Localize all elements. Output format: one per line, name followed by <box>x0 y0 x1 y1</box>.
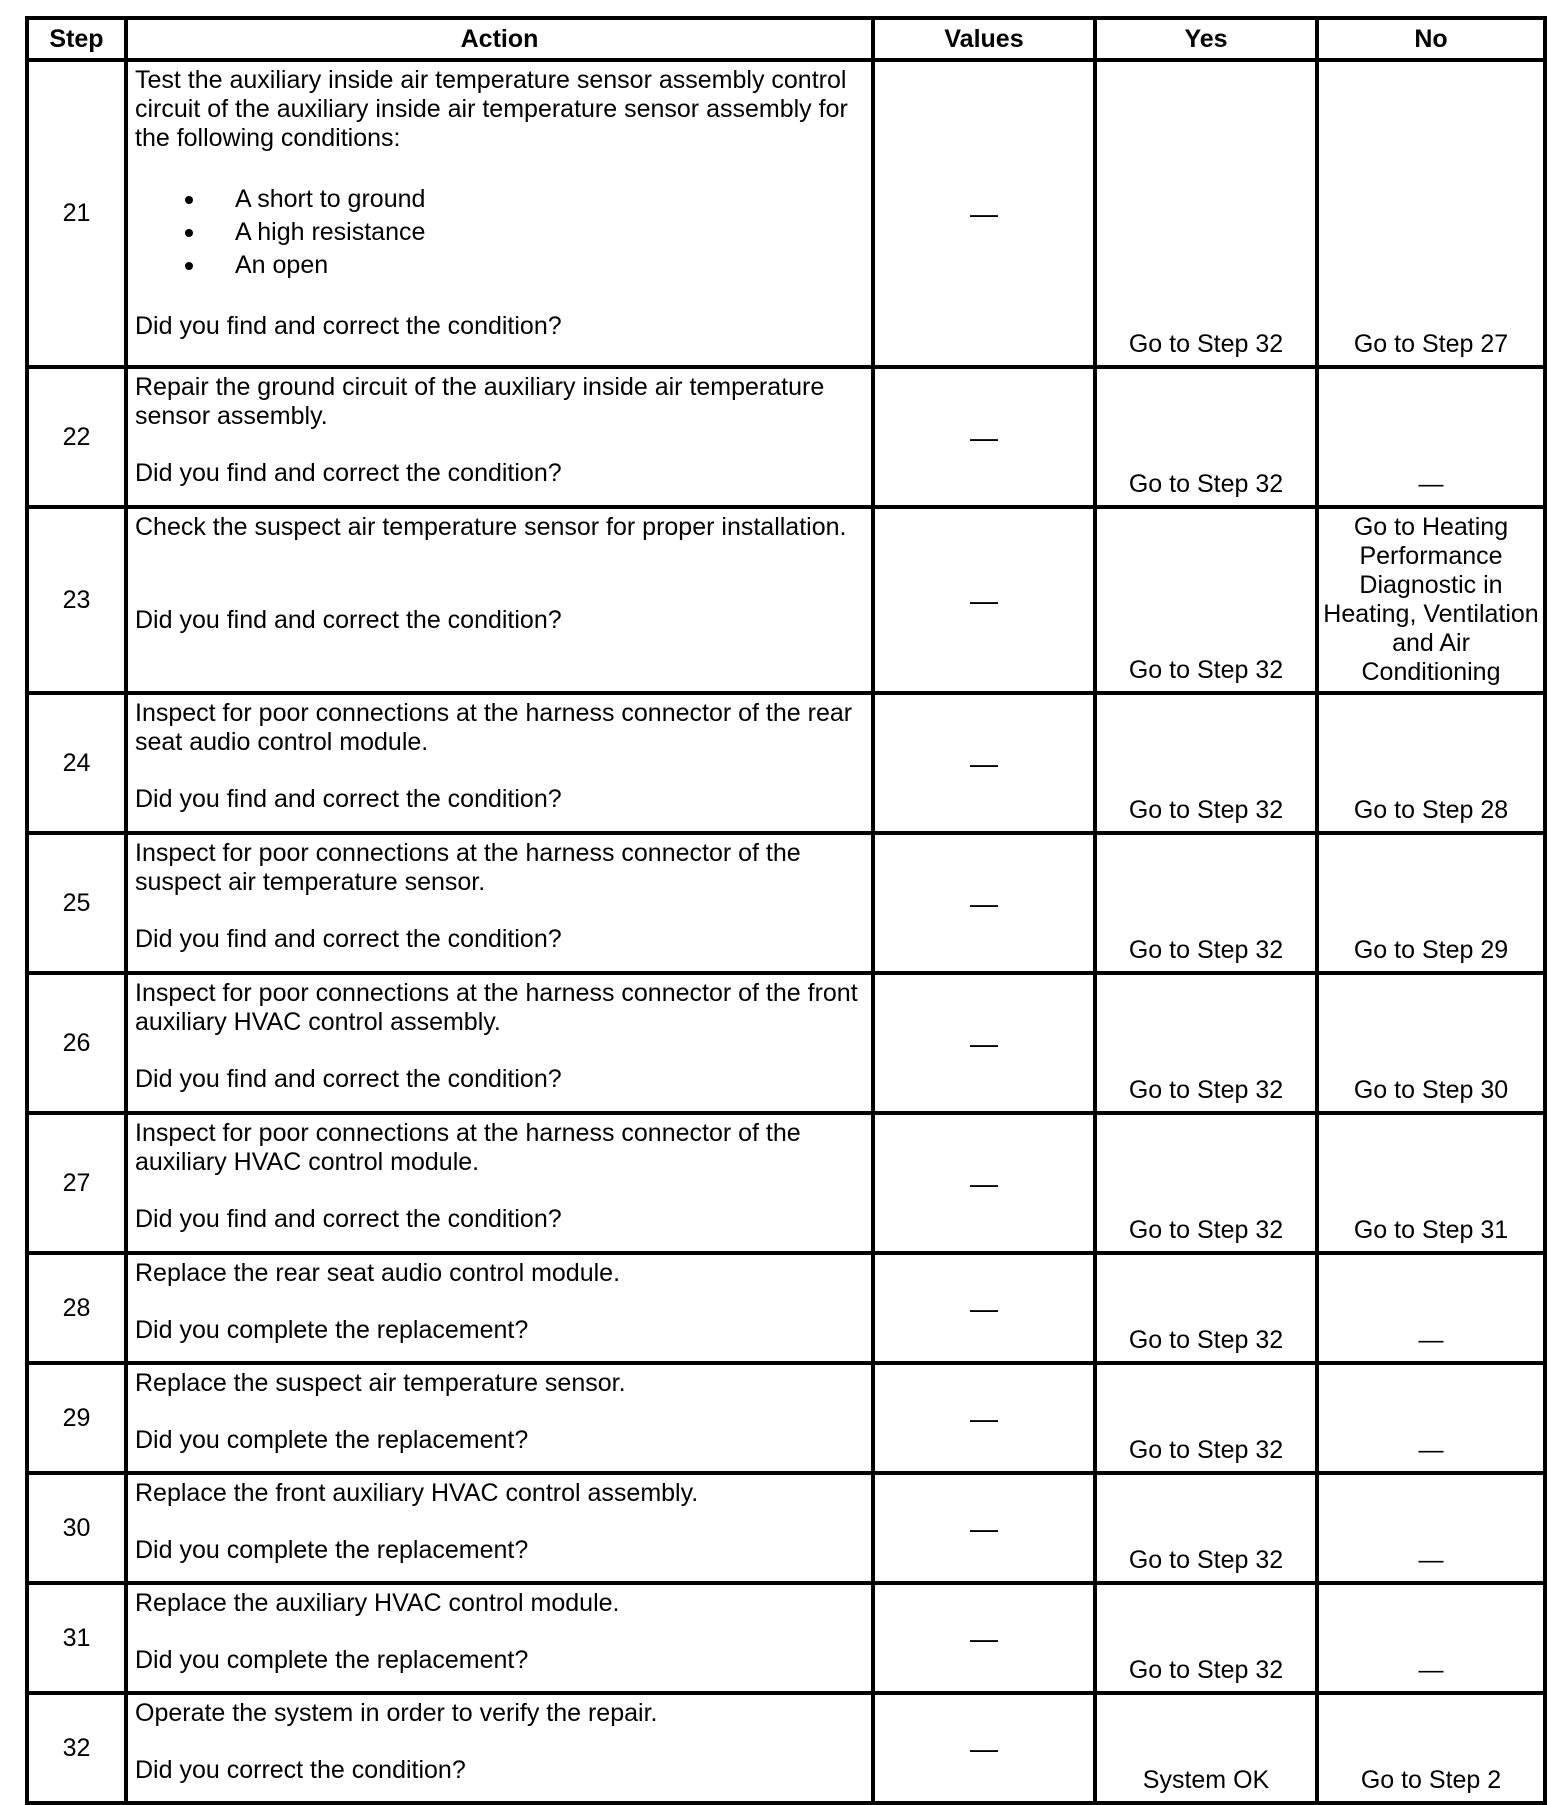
step-number: 27 <box>27 1113 126 1253</box>
action-text: Replace the front auxiliary HVAC control assembly. <box>135 1479 699 1507</box>
yes-cell: Go to Step 32 <box>1095 367 1317 507</box>
action-question: Did you complete the replacement? <box>135 1426 529 1454</box>
condition-item: A high resistance <box>235 216 864 249</box>
values-cell: — <box>873 973 1095 1113</box>
no-cell: Go to Step 2 <box>1317 1693 1545 1803</box>
values-cell: — <box>873 1693 1095 1803</box>
action-question: Did you find and correct the condition? <box>135 459 562 487</box>
action-question: Did you find and correct the condition? <box>135 606 562 634</box>
no-cell: — <box>1317 1583 1545 1693</box>
condition-list <box>135 183 864 282</box>
action-text: Repair the ground circuit of the auxiliary inside air temperature sensor assembly. <box>135 373 825 430</box>
no-cell: — <box>1317 1253 1545 1363</box>
table-row <box>27 1363 1545 1473</box>
table-row <box>27 1253 1545 1363</box>
action-text: Inspect for poor connections at the harness connector of the front auxiliary HVAC control assembly. <box>135 979 858 1036</box>
yes-cell: Go to Step 32 <box>1095 693 1317 833</box>
values-cell: — <box>873 693 1095 833</box>
action-question: Did you find and correct the condition? <box>135 785 562 813</box>
action-cell <box>126 1473 873 1583</box>
values-cell: — <box>873 1253 1095 1363</box>
step-number: 25 <box>27 833 126 973</box>
no-cell: Go to Step 27 <box>1317 60 1545 367</box>
action-question: Did you complete the replacement? <box>135 1536 529 1564</box>
condition-item: A short to ground <box>235 183 864 216</box>
action-question: Did you complete the replacement? <box>135 1646 529 1674</box>
yes-cell: Go to Step 32 <box>1095 1473 1317 1583</box>
action-cell <box>126 1583 873 1693</box>
table-row <box>27 367 1545 507</box>
no-cell: Go to Step 31 <box>1317 1113 1545 1253</box>
step-number: 28 <box>27 1253 126 1363</box>
table-row <box>27 1473 1545 1583</box>
action-cell <box>126 1253 873 1363</box>
yes-cell: Go to Step 32 <box>1095 507 1317 693</box>
action-cell <box>126 1363 873 1473</box>
header-row <box>27 18 1545 60</box>
action-text: Inspect for poor connections at the harness connector of the suspect air temperature sensor. <box>135 839 801 896</box>
action-cell <box>126 693 873 833</box>
action-text: Replace the rear seat audio control module. <box>135 1259 621 1287</box>
action-text: Test the auxiliary inside air temperature sensor assembly control circuit of the auxiliary inside air temperature sensor assembly for the following conditions: <box>135 66 848 152</box>
table-row <box>27 693 1545 833</box>
values-cell: — <box>873 507 1095 693</box>
table-row <box>27 1583 1545 1693</box>
table-row <box>27 1113 1545 1253</box>
no-cell: — <box>1317 367 1545 507</box>
header-no: No <box>1317 18 1545 60</box>
action-question: Did you correct the condition? <box>135 1756 466 1784</box>
step-number: 21 <box>27 60 126 367</box>
no-cell: — <box>1317 1363 1545 1473</box>
values-cell: — <box>873 833 1095 973</box>
no-cell: Go to Step 30 <box>1317 973 1545 1113</box>
action-question: Did you find and correct the condition? <box>135 925 562 953</box>
action-cell <box>126 367 873 507</box>
action-text: Replace the auxiliary HVAC control module. <box>135 1589 620 1617</box>
table-row <box>27 60 1545 367</box>
yes-cell: Go to Step 32 <box>1095 1583 1317 1693</box>
table-row <box>27 1693 1545 1803</box>
step-number: 24 <box>27 693 126 833</box>
action-cell <box>126 1113 873 1253</box>
step-number: 26 <box>27 973 126 1113</box>
step-number: 32 <box>27 1693 126 1803</box>
yes-cell: Go to Step 32 <box>1095 60 1317 367</box>
condition-item: An open <box>235 249 864 282</box>
table-row <box>27 973 1545 1113</box>
action-cell <box>126 973 873 1113</box>
action-text: Inspect for poor connections at the harness connector of the rear seat audio control module. <box>135 699 853 756</box>
no-cell: Go to Heating Performance Diagnostic in Heating, Ventilation and Air Conditioning <box>1317 507 1545 693</box>
header-action: Action <box>126 18 873 60</box>
action-question: Did you find and correct the condition? <box>135 312 562 340</box>
action-question: Did you find and correct the condition? <box>135 1205 562 1233</box>
step-number: 30 <box>27 1473 126 1583</box>
action-text: Replace the suspect air temperature sensor. <box>135 1369 626 1397</box>
action-question: Did you complete the replacement? <box>135 1316 529 1344</box>
yes-cell: System OK <box>1095 1693 1317 1803</box>
table-row <box>27 507 1545 693</box>
table-row <box>27 833 1545 973</box>
action-question: Did you find and correct the condition? <box>135 1065 562 1093</box>
values-cell: — <box>873 1363 1095 1473</box>
values-cell: — <box>873 60 1095 367</box>
yes-cell: Go to Step 32 <box>1095 1363 1317 1473</box>
no-cell: — <box>1317 1473 1545 1583</box>
no-cell: Go to Step 28 <box>1317 693 1545 833</box>
yes-cell: Go to Step 32 <box>1095 1253 1317 1363</box>
header-values: Values <box>873 18 1095 60</box>
action-cell <box>126 1693 873 1803</box>
values-cell: — <box>873 1583 1095 1693</box>
header-yes: Yes <box>1095 18 1317 60</box>
yes-cell: Go to Step 32 <box>1095 973 1317 1113</box>
step-number: 23 <box>27 507 126 693</box>
yes-cell: Go to Step 32 <box>1095 833 1317 973</box>
action-cell <box>126 833 873 973</box>
step-number: 29 <box>27 1363 126 1473</box>
no-cell: Go to Step 29 <box>1317 833 1545 973</box>
action-text: Inspect for poor connections at the harness connector of the auxiliary HVAC control module. <box>135 1119 801 1176</box>
step-number: 22 <box>27 367 126 507</box>
action-text: Check the suspect air temperature sensor for proper installation. <box>135 513 847 541</box>
action-cell <box>126 60 873 367</box>
step-number: 31 <box>27 1583 126 1693</box>
values-cell: — <box>873 1473 1095 1583</box>
header-step: Step <box>27 18 126 60</box>
yes-cell: Go to Step 32 <box>1095 1113 1317 1253</box>
diagnostic-table <box>25 16 1547 1805</box>
values-cell: — <box>873 1113 1095 1253</box>
action-text: Operate the system in order to verify the repair. <box>135 1699 658 1727</box>
action-cell <box>126 507 873 693</box>
values-cell: — <box>873 367 1095 507</box>
